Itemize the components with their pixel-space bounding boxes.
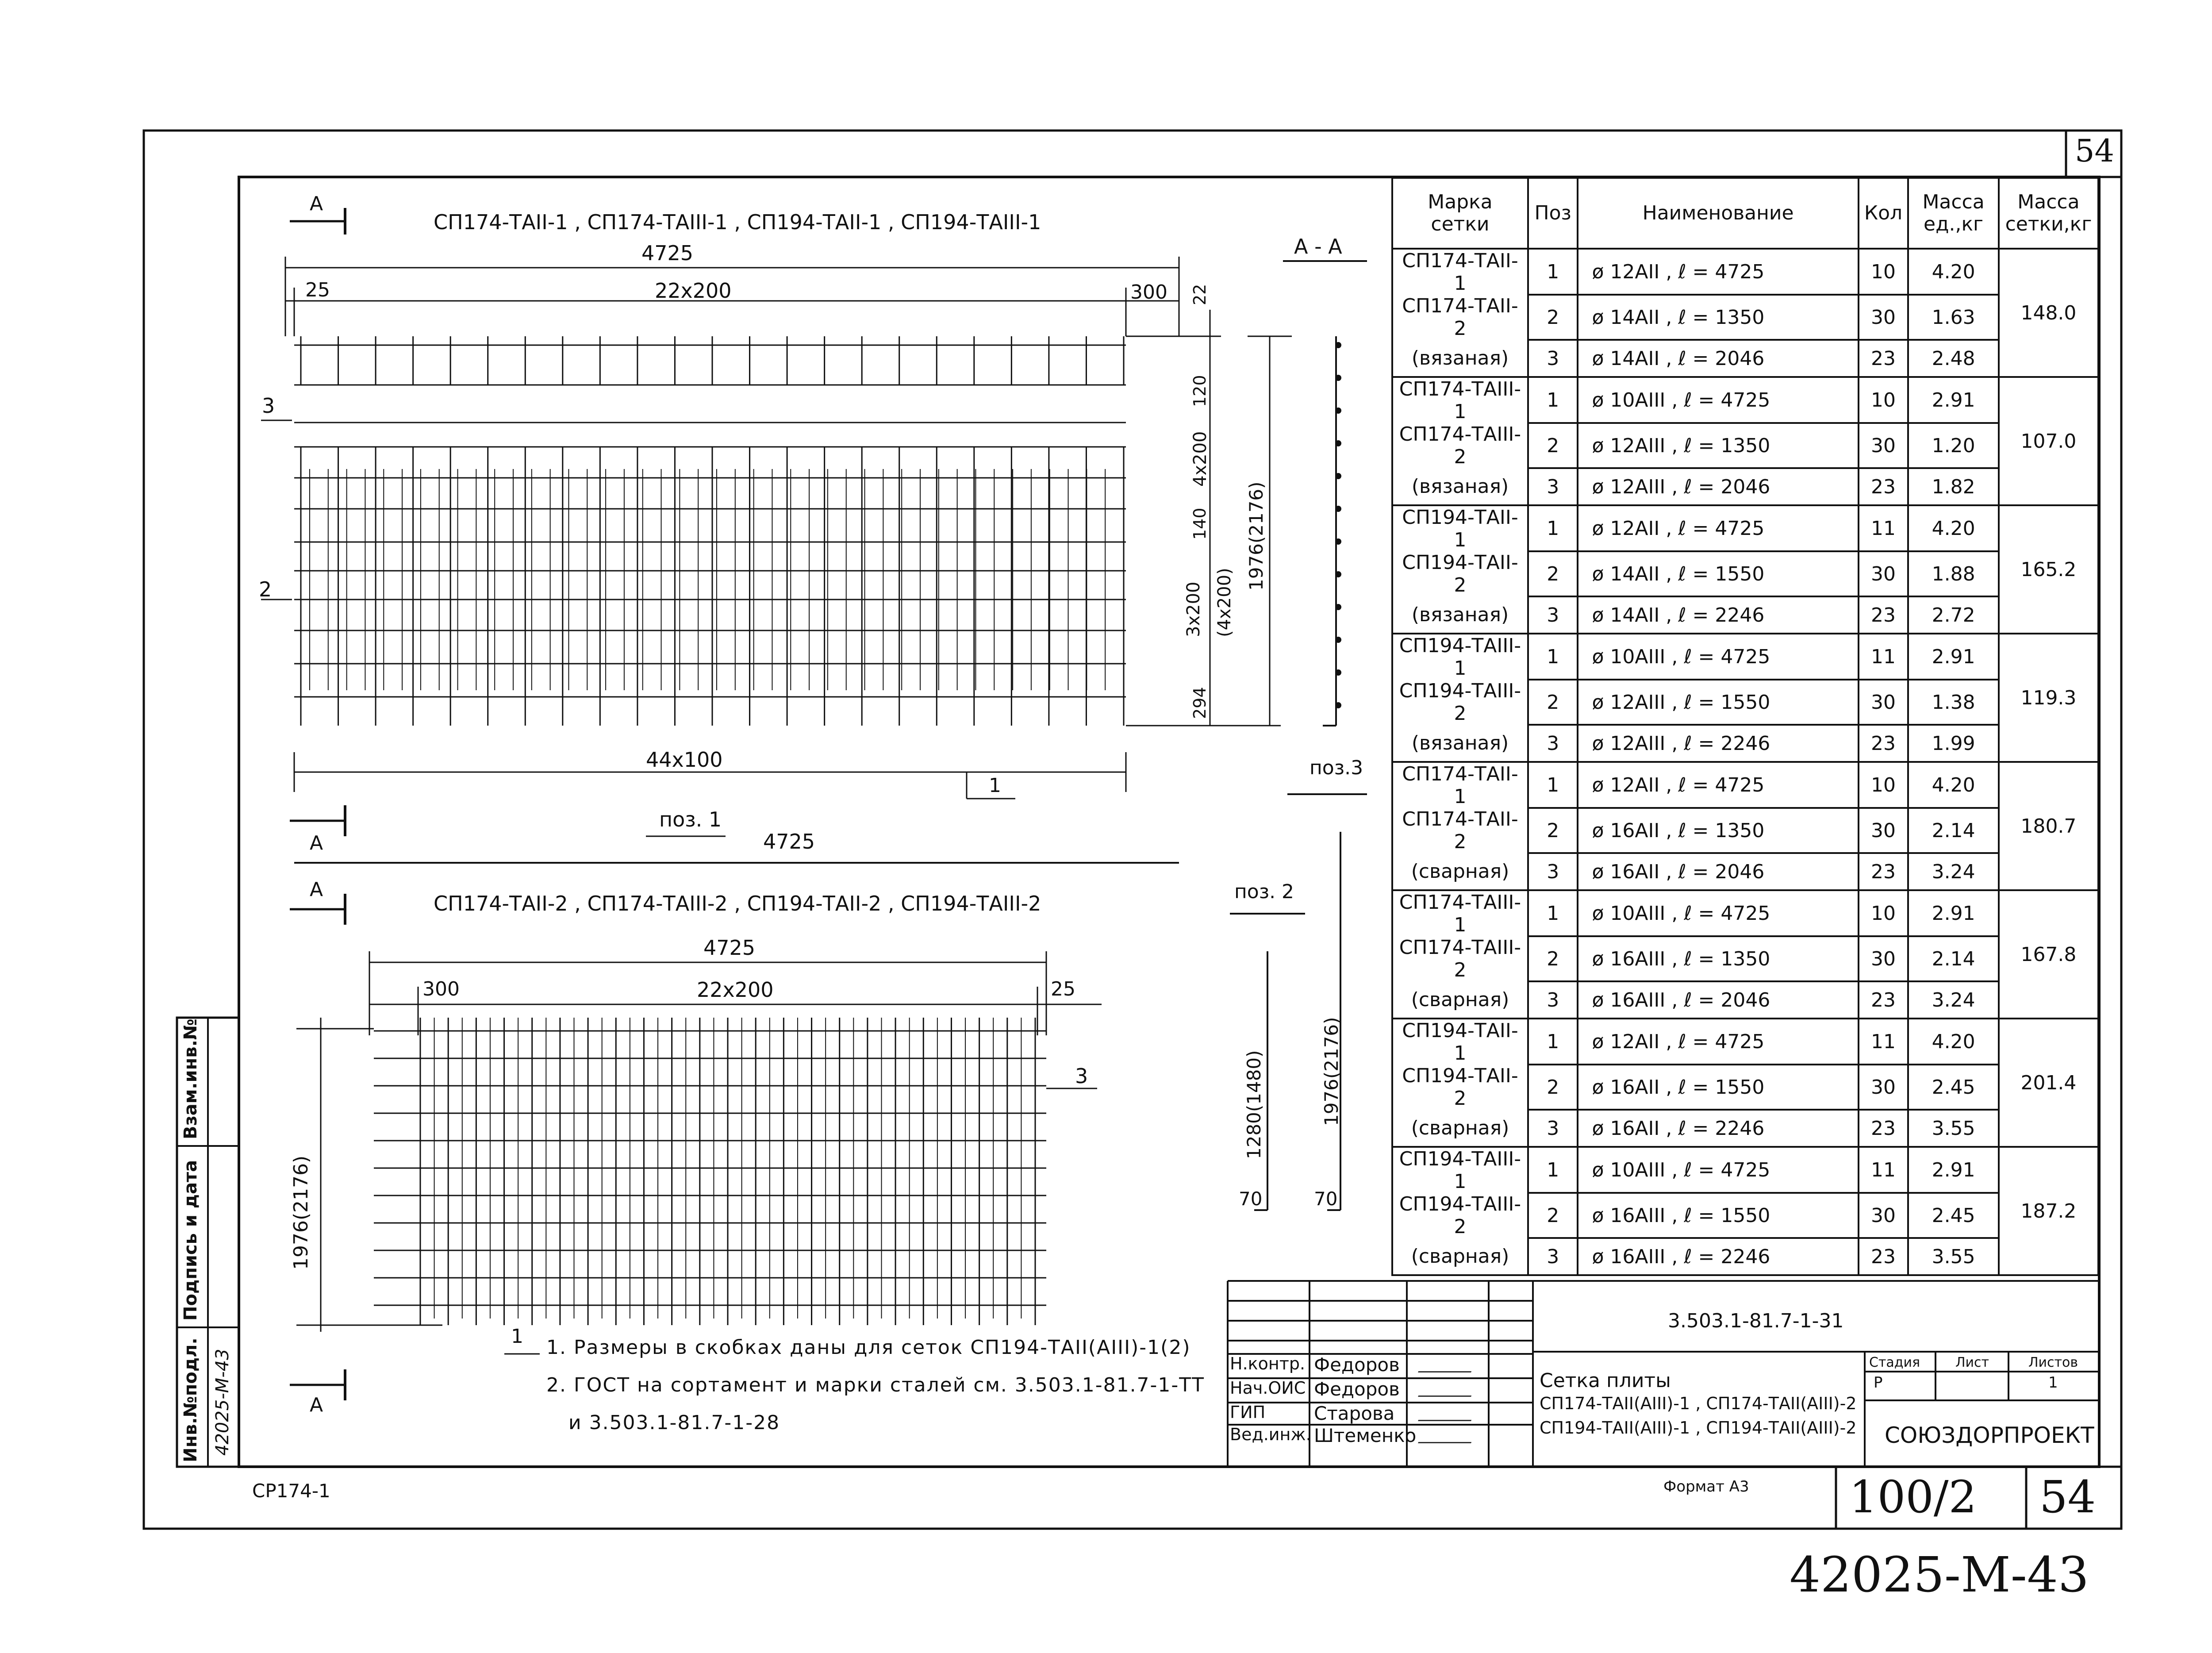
- spec-row: [1392, 340, 2098, 377]
- spec-row: [1392, 1147, 2098, 1193]
- stamp-sign-date: Подпись и дата: [180, 1160, 201, 1321]
- pos3-dimension: 1976(2176): [1321, 1017, 1342, 1126]
- sheets-value: 1: [2048, 1374, 2058, 1392]
- spec-row: [1392, 1019, 2098, 1065]
- spec-name: ø 12АIII , ℓ = 1550: [1578, 680, 1858, 725]
- dim-left-offset: 25: [305, 279, 330, 301]
- dim-right-offset-2: 25: [1051, 978, 1075, 1000]
- stamp-inv-value: 42025-М-43: [212, 1349, 233, 1456]
- spec-total-mass: 187.2: [1999, 1147, 2098, 1275]
- dim-v-294: 294: [1190, 687, 1210, 719]
- spec-total-mass: 201.4: [1999, 1019, 2098, 1147]
- role-4: Вед.инж.: [1230, 1425, 1311, 1444]
- spec-name: ø 16АII , ℓ = 2046: [1578, 853, 1858, 890]
- spec-name: ø 14АII , ℓ = 2046: [1578, 340, 1858, 377]
- spec-unit-mass: 2.91: [1908, 1147, 1999, 1193]
- spec-qty: 23: [1859, 725, 1909, 762]
- spec-name: ø 16АIII , ℓ = 2046: [1578, 981, 1858, 1019]
- spec-name: ø 12АIII , ℓ = 2046: [1578, 468, 1858, 505]
- spec-pos: 2: [1528, 551, 1578, 596]
- spec-name: ø 12АII , ℓ = 4725: [1578, 762, 1858, 808]
- document-code: 3.503.1-81.7-1-31: [1668, 1310, 1844, 1332]
- dim-v-120: 120: [1190, 375, 1210, 407]
- spec-row: [1392, 808, 2098, 853]
- spec-pos: 1: [1528, 505, 1578, 551]
- role-1: Н.контр.: [1230, 1354, 1306, 1373]
- spec-unit-mass: 2.45: [1908, 1065, 1999, 1110]
- spec-name: ø 16АIII , ℓ = 2246: [1578, 1238, 1858, 1275]
- drawing1-title: СП174-ТАII-1 , СП174-ТАIII-1 , СП194-ТАII-1 , СП194-ТАIII-1: [434, 210, 1041, 234]
- dim-spacing: 22х200: [655, 279, 732, 303]
- section-mark-top: А: [310, 192, 323, 215]
- signature-1: [1420, 1361, 1473, 1374]
- spec-pos: 3: [1528, 468, 1578, 505]
- page-number: 54: [2039, 1471, 2096, 1523]
- spec-unit-mass: 2.48: [1908, 340, 1999, 377]
- organization: СОЮЗДОРПРОЕКТ: [1885, 1422, 2094, 1448]
- spec-pos: 1: [1528, 249, 1578, 295]
- spec-unit-mass: 2.91: [1908, 634, 1999, 680]
- header-pos: Поз: [1528, 178, 1578, 249]
- spec-mark: СП174-ТАII-1: [1392, 249, 1528, 295]
- spec-mark: (вязаная): [1392, 596, 1528, 634]
- spec-total-mass: 148.0: [1999, 249, 2098, 377]
- spec-pos: 1: [1528, 762, 1578, 808]
- pos3-caption: поз.3: [1310, 757, 1363, 779]
- spec-pos: 1: [1528, 1019, 1578, 1065]
- spec-total-mass: 107.0: [1999, 377, 2098, 505]
- spec-qty: 30: [1859, 295, 1909, 340]
- spec-mark: (вязаная): [1392, 340, 1528, 377]
- name-3: Старова: [1314, 1403, 1395, 1424]
- spec-pos: 1: [1528, 634, 1578, 680]
- spec-unit-mass: 1.20: [1908, 423, 1999, 468]
- pos2-caption: поз. 2: [1234, 880, 1294, 903]
- spec-row: [1392, 725, 2098, 762]
- spec-unit-mass: 3.55: [1908, 1110, 1999, 1147]
- spec-name: ø 14АII , ℓ = 1550: [1578, 551, 1858, 596]
- footer-left-code: СР174-1: [252, 1480, 330, 1502]
- dim-right-offset: 300: [1130, 281, 1167, 304]
- pos-label-3: 3: [262, 394, 275, 418]
- spec-qty: 23: [1859, 340, 1909, 377]
- spec-row: [1392, 853, 2098, 890]
- spec-unit-mass: 4.20: [1908, 762, 1999, 808]
- spec-row: [1392, 505, 2098, 551]
- spec-pos: 3: [1528, 1238, 1578, 1275]
- stamp-vzam: Взам.инв.№: [180, 1019, 201, 1139]
- spec-name: ø 12АIII , ℓ = 1350: [1578, 423, 1858, 468]
- sheet-name-line2: СП174-ТАII(АIII)-1 , СП174-ТАII(АIII)-2: [1540, 1394, 1857, 1413]
- spec-pos: 2: [1528, 295, 1578, 340]
- spec-row: [1392, 596, 2098, 634]
- spec-qty: 11: [1859, 1147, 1909, 1193]
- spec-mark: СП174-ТАIII-2: [1392, 423, 1528, 468]
- pos1-caption: поз. 1: [659, 807, 722, 831]
- specification-table: [1391, 177, 2099, 1276]
- spec-qty: 23: [1859, 1238, 1909, 1275]
- role-2: Нач.ОИС: [1230, 1378, 1306, 1398]
- spec-pos: 3: [1528, 981, 1578, 1019]
- spec-total-mass: 180.7: [1999, 762, 2098, 890]
- signature-3: [1420, 1409, 1473, 1423]
- spec-pos: 3: [1528, 340, 1578, 377]
- dim-v-3x200: 3х200: [1183, 581, 1204, 637]
- note-1: 1. Размеры в скобках даны для сеток СП194-ТАII(АIII)-1(2): [546, 1336, 1191, 1359]
- signature-4: [1420, 1431, 1473, 1445]
- pos-label-1: 1: [989, 774, 1001, 797]
- spec-mark: СП194-ТАIII-1: [1392, 634, 1528, 680]
- section-mark-top-2: А: [310, 878, 323, 901]
- dim-v-22: 22: [1190, 284, 1210, 305]
- dim-v-4x200-alt: (4х200): [1214, 568, 1235, 637]
- spec-mark: СП174-ТАIII-1: [1392, 377, 1528, 423]
- spec-qty: 11: [1859, 634, 1909, 680]
- spec-name: ø 10АIII , ℓ = 4725: [1578, 634, 1858, 680]
- name-1: Федоров: [1314, 1354, 1400, 1376]
- spec-name: ø 12АII , ℓ = 4725: [1578, 1019, 1858, 1065]
- spec-mark: СП194-ТАIII-2: [1392, 1193, 1528, 1238]
- spec-row: [1392, 377, 2098, 423]
- spec-qty: 23: [1859, 468, 1909, 505]
- spec-unit-mass: 2.14: [1908, 808, 1999, 853]
- spec-mark: СП174-ТАIII-1: [1392, 890, 1528, 936]
- header-qty: Кол: [1859, 178, 1909, 249]
- corner-page-number: 54: [2075, 133, 2115, 169]
- spec-pos: 2: [1528, 1193, 1578, 1238]
- dim-total-length: 4725: [641, 241, 694, 265]
- spec-unit-mass: 1.88: [1908, 551, 1999, 596]
- spec-row: [1392, 468, 2098, 505]
- spec-name: ø 16АII , ℓ = 1550: [1578, 1065, 1858, 1110]
- section-mark-bottom-2: А: [310, 1394, 323, 1416]
- spec-mark: СП194-ТАII-1: [1392, 505, 1528, 551]
- spec-name: ø 12АII , ℓ = 4725: [1578, 249, 1858, 295]
- spec-qty: 10: [1859, 762, 1909, 808]
- spec-row: [1392, 1193, 2098, 1238]
- spec-name: ø 10АIII , ℓ = 4725: [1578, 377, 1858, 423]
- spec-name: ø 12АIII , ℓ = 2246: [1578, 725, 1858, 762]
- name-4: Штеменко: [1314, 1425, 1417, 1446]
- spec-name: ø 12АII , ℓ = 4725: [1578, 505, 1858, 551]
- spec-unit-mass: 2.72: [1908, 596, 1999, 634]
- spec-unit-mass: 1.99: [1908, 725, 1999, 762]
- role-3: ГИП: [1230, 1403, 1266, 1422]
- spec-qty: 30: [1859, 936, 1909, 981]
- spec-total-mass: 165.2: [1999, 505, 2098, 634]
- spec-row: [1392, 936, 2098, 981]
- sheets-header: Листов: [2028, 1355, 2078, 1370]
- spec-qty: 10: [1859, 249, 1909, 295]
- spec-pos: 3: [1528, 853, 1578, 890]
- spec-qty: 23: [1859, 981, 1909, 1019]
- spec-unit-mass: 2.14: [1908, 936, 1999, 981]
- spec-name: ø 10АIII , ℓ = 4725: [1578, 1147, 1858, 1193]
- spec-row: [1392, 1065, 2098, 1110]
- spec-pos: 1: [1528, 890, 1578, 936]
- spec-mark: СП174-ТАIII-2: [1392, 936, 1528, 981]
- spec-pos: 2: [1528, 936, 1578, 981]
- dim-v-140: 140: [1190, 507, 1210, 540]
- spec-mark: (сварная): [1392, 981, 1528, 1019]
- spec-mark: СП174-ТАII-1: [1392, 762, 1528, 808]
- spec-mark: (сварная): [1392, 853, 1528, 890]
- spec-mark: СП194-ТАII-2: [1392, 1065, 1528, 1110]
- pos2-dimension: 1280(1480): [1243, 1050, 1265, 1159]
- spec-mark: СП194-ТАIII-1: [1392, 1147, 1528, 1193]
- pos-label-3-2: 3: [1075, 1064, 1088, 1088]
- dim-v-total: 1976(2176): [1245, 481, 1267, 591]
- signature-2: [1420, 1385, 1473, 1399]
- spec-mark: (сварная): [1392, 1110, 1528, 1147]
- stage-header: Стадия: [1869, 1355, 1920, 1370]
- spec-total-mass: 119.3: [1999, 634, 2098, 762]
- header-unit-mass: Масса ед.,кг: [1908, 178, 1999, 249]
- spec-mark: (сварная): [1392, 1238, 1528, 1275]
- spec-total-mass: 167.8: [1999, 890, 2098, 1019]
- spec-unit-mass: 3.24: [1908, 981, 1999, 1019]
- spec-qty: 10: [1859, 377, 1909, 423]
- header-mark: Марка сетки: [1392, 178, 1528, 249]
- spec-unit-mass: 2.45: [1908, 1193, 1999, 1238]
- spec-name: ø 10АIII , ℓ = 4725: [1578, 890, 1858, 936]
- spec-name: ø 16АIII , ℓ = 1550: [1578, 1193, 1858, 1238]
- spec-name: ø 16АII , ℓ = 1350: [1578, 808, 1858, 853]
- spec-row: [1392, 762, 2098, 808]
- spec-pos: 1: [1528, 1147, 1578, 1193]
- spec-unit-mass: 4.20: [1908, 1019, 1999, 1065]
- pos-label-2: 2: [259, 577, 272, 601]
- spec-pos: 2: [1528, 680, 1578, 725]
- album-number: 100/2: [1849, 1471, 1977, 1523]
- stamp-inv-orig: Инв.№подл.: [180, 1338, 201, 1462]
- spec-unit-mass: 2.91: [1908, 890, 1999, 936]
- spec-name: ø 16АIII , ℓ = 1350: [1578, 936, 1858, 981]
- section-mark-bottom: А: [310, 832, 323, 854]
- spec-row: [1392, 295, 2098, 340]
- spec-row: [1392, 680, 2098, 725]
- pos-label-1-2: 1: [511, 1325, 523, 1348]
- stage-value: Р: [1874, 1374, 1883, 1392]
- spec-qty: 30: [1859, 423, 1909, 468]
- archive-number: 42025-М-43: [1790, 1546, 2089, 1603]
- spec-header-row: [1392, 178, 2098, 249]
- spec-qty: 30: [1859, 551, 1909, 596]
- sheet-header: Лист: [1955, 1355, 1989, 1370]
- pos2-end: 70: [1239, 1188, 1263, 1210]
- spec-unit-mass: 3.24: [1908, 853, 1999, 890]
- spec-row: [1392, 890, 2098, 936]
- note-2: 2. ГОСТ на сортамент и марки сталей см. 3.503.1-81.7-1-ТТ: [546, 1374, 1205, 1396]
- dim-v-total-2: 1976(2176): [290, 1155, 312, 1270]
- spec-unit-mass: 2.91: [1908, 377, 1999, 423]
- dim-v-4x200: 4х200: [1190, 431, 1210, 487]
- spec-mark: СП194-ТАII-1: [1392, 1019, 1528, 1065]
- dim-total-length-2: 4725: [703, 936, 756, 960]
- spec-name: ø 16АII , ℓ = 2246: [1578, 1110, 1858, 1147]
- spec-unit-mass: 1.82: [1908, 468, 1999, 505]
- spec-row: [1392, 423, 2098, 468]
- spec-qty: 23: [1859, 1110, 1909, 1147]
- spec-qty: 30: [1859, 1193, 1909, 1238]
- spec-pos: 2: [1528, 1065, 1578, 1110]
- spec-qty: 30: [1859, 680, 1909, 725]
- header-total-mass: Масса сетки,кг: [1999, 178, 2098, 249]
- spec-mark: (вязаная): [1392, 725, 1528, 762]
- spec-qty: 11: [1859, 1019, 1909, 1065]
- spec-unit-mass: 4.20: [1908, 249, 1999, 295]
- spec-qty: 10: [1859, 890, 1909, 936]
- spec-unit-mass: 1.63: [1908, 295, 1999, 340]
- spec-row: [1392, 551, 2098, 596]
- spec-name: ø 14АII , ℓ = 1350: [1578, 295, 1858, 340]
- drawing2-title: СП174-ТАII-2 , СП174-ТАIII-2 , СП194-ТАII-2 , СП194-ТАIII-2: [434, 892, 1041, 915]
- spec-mark: СП194-ТАII-2: [1392, 551, 1528, 596]
- spec-name: ø 14АII , ℓ = 2246: [1578, 596, 1858, 634]
- sheet-name-line3: СП194-ТАII(АIII)-1 , СП194-ТАII(АIII)-2: [1540, 1418, 1857, 1438]
- spec-qty: 11: [1859, 505, 1909, 551]
- spec-pos: 3: [1528, 1110, 1578, 1147]
- section-title: А - А: [1294, 234, 1342, 258]
- spec-unit-mass: 4.20: [1908, 505, 1999, 551]
- spec-pos: 3: [1528, 596, 1578, 634]
- sheet-name-line1: Сетка плиты: [1540, 1369, 1671, 1392]
- spec-mark: (вязаная): [1392, 468, 1528, 505]
- spec-mark: СП174-ТАII-2: [1392, 295, 1528, 340]
- spec-qty: 23: [1859, 853, 1909, 890]
- dim-bottom-spacing: 44х100: [646, 748, 723, 772]
- spec-pos: 1: [1528, 377, 1578, 423]
- spec-pos: 2: [1528, 808, 1578, 853]
- spec-mark: СП194-ТАIII-2: [1392, 680, 1528, 725]
- pos3-end: 70: [1314, 1188, 1338, 1210]
- dim-spacing-2: 22х200: [697, 978, 774, 1002]
- spec-row: [1392, 634, 2098, 680]
- spec-row: [1392, 1110, 2098, 1147]
- spec-pos: 3: [1528, 725, 1578, 762]
- spec-row: [1392, 981, 2098, 1019]
- header-name: Наименование: [1578, 178, 1858, 249]
- spec-unit-mass: 1.38: [1908, 680, 1999, 725]
- note-3: и 3.503.1-81.7-1-28: [568, 1411, 780, 1434]
- footer-format: Формат А3: [1663, 1478, 1749, 1495]
- spec-unit-mass: 3.55: [1908, 1238, 1999, 1275]
- spec-qty: 30: [1859, 808, 1909, 853]
- spec-row: [1392, 1238, 2098, 1275]
- spec-pos: 2: [1528, 423, 1578, 468]
- spec-mark: СП174-ТАII-2: [1392, 808, 1528, 853]
- spec-qty: 30: [1859, 1065, 1909, 1110]
- dim-left-offset-2: 300: [422, 978, 460, 1000]
- name-2: Федоров: [1314, 1378, 1400, 1400]
- spec-row: [1392, 249, 2098, 295]
- spec-qty: 23: [1859, 596, 1909, 634]
- pos1-length: 4725: [763, 830, 815, 853]
